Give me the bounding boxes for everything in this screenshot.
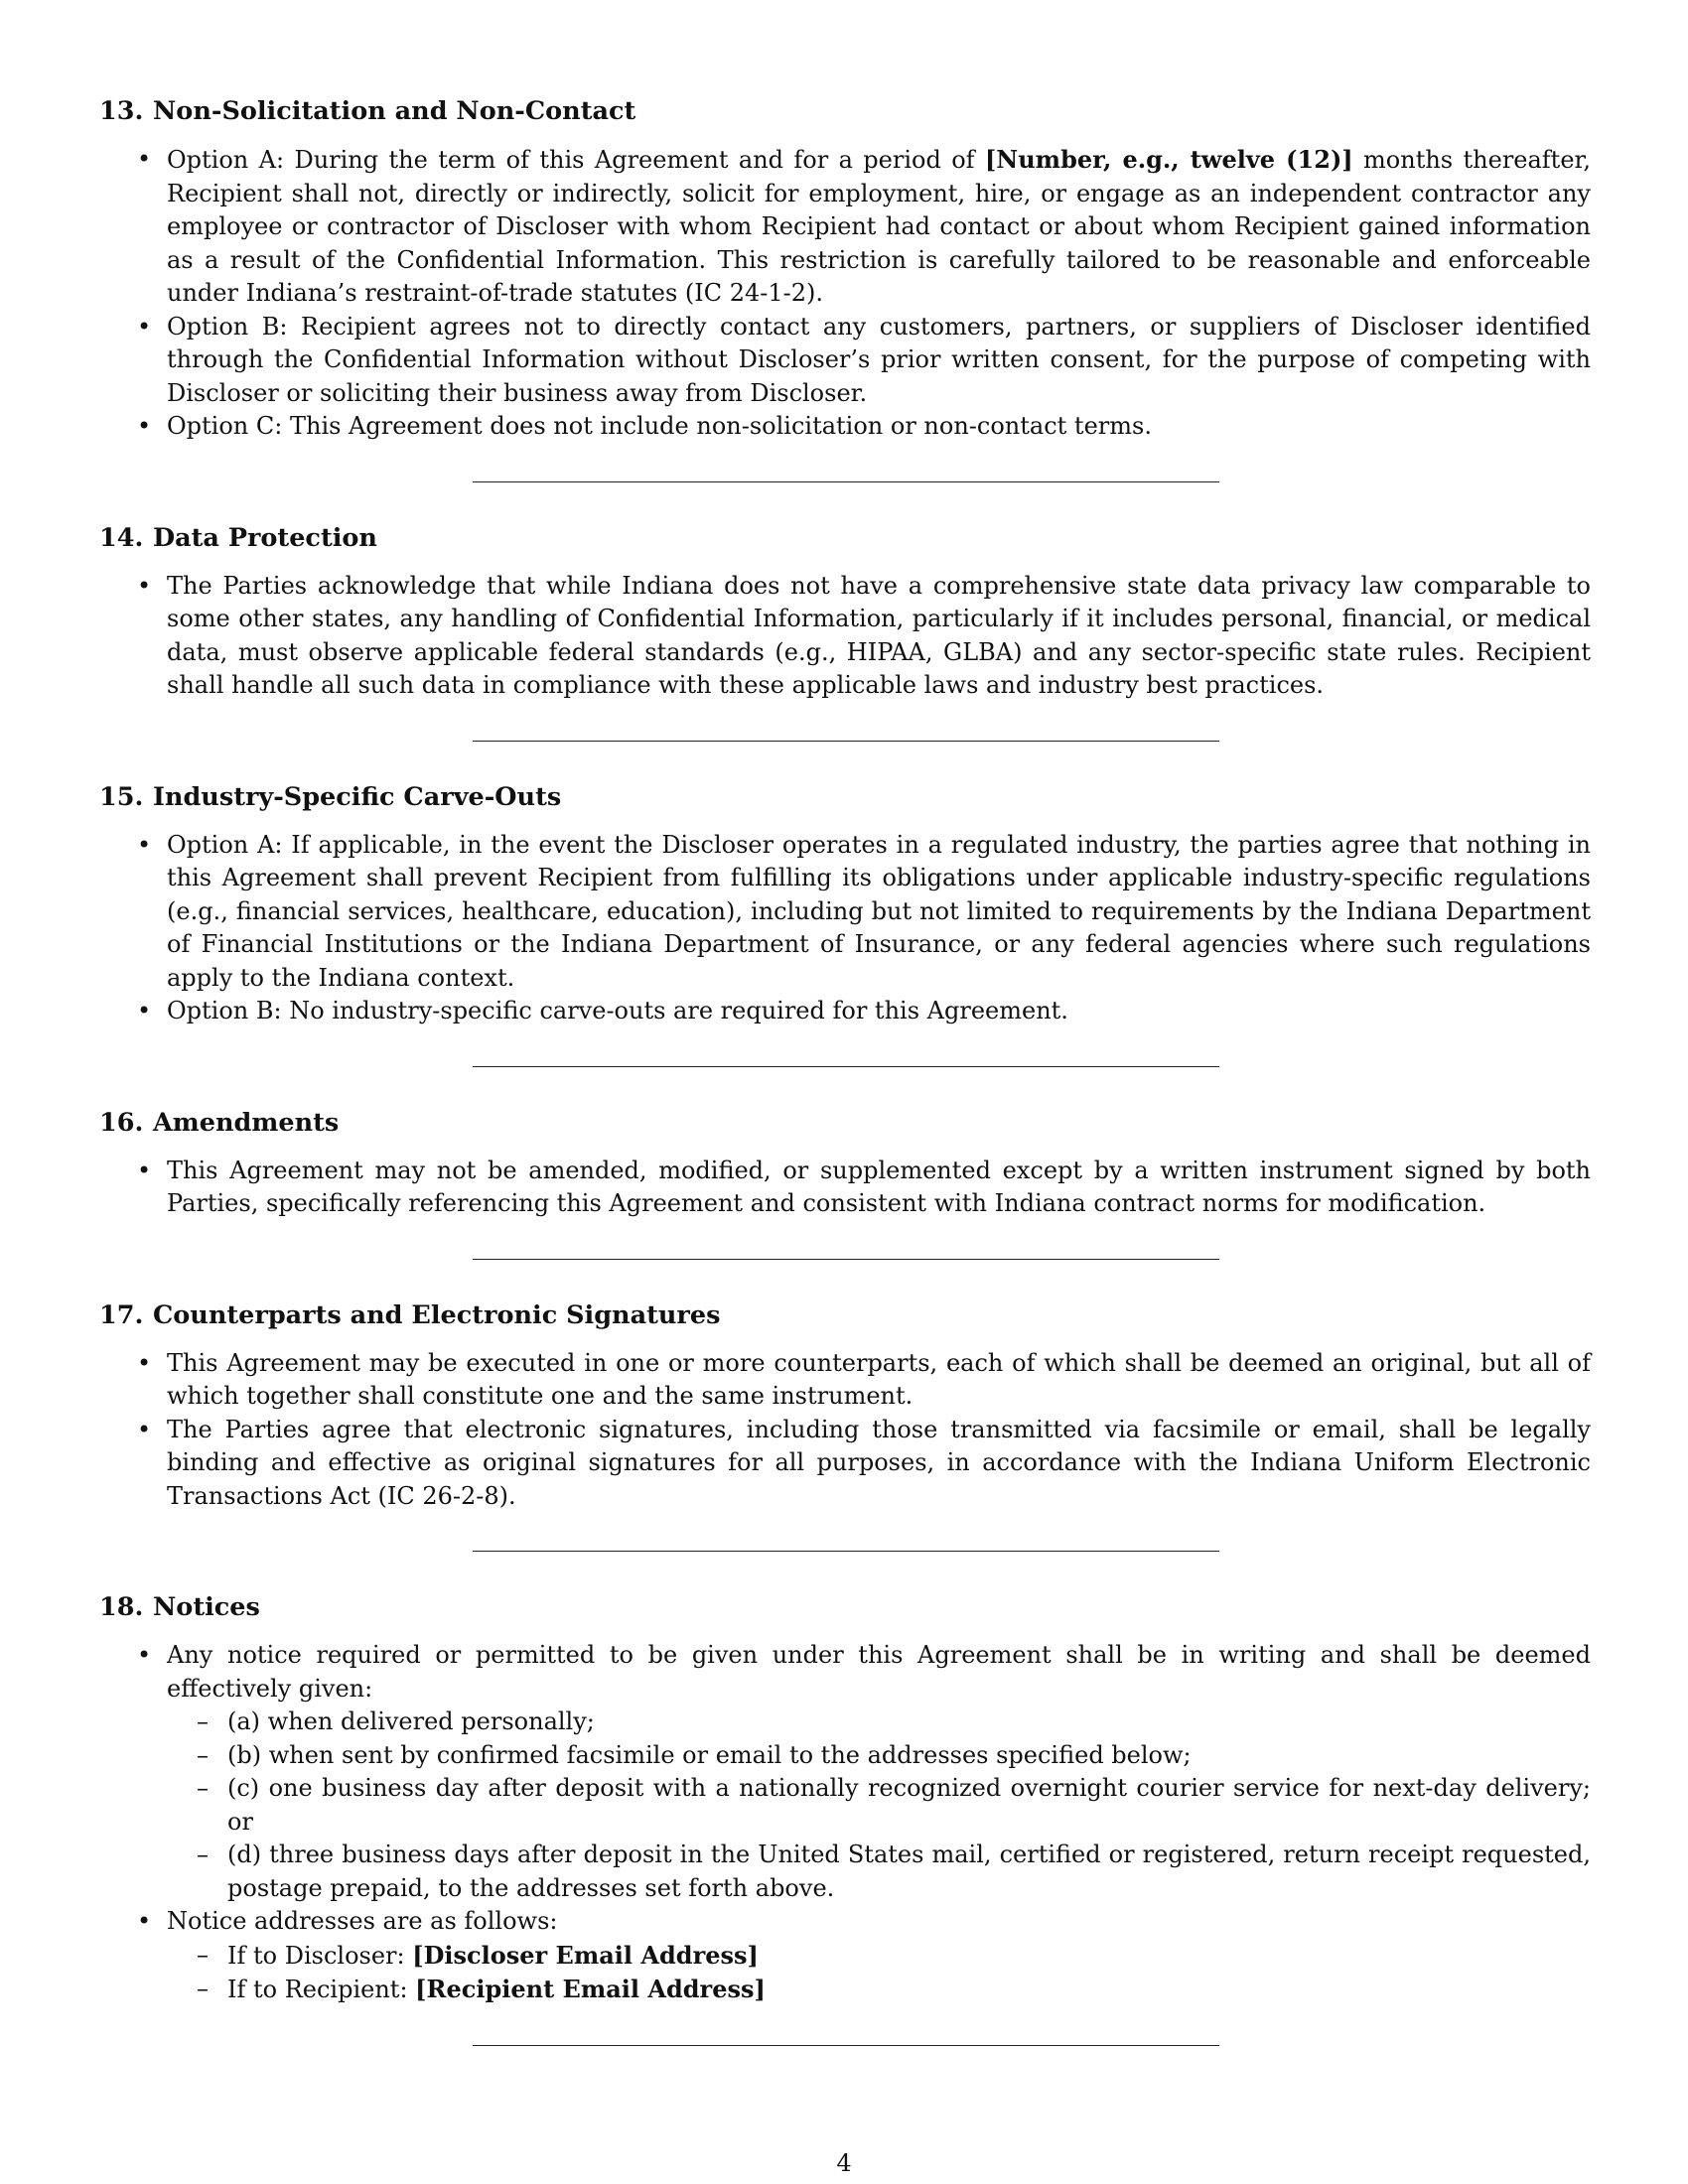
list-item: • Notice addresses are as follows: – If to Discloser: [Discloser Email Address] – If to Recipient: [Recipient Email Address]	[99, 1905, 1591, 2007]
list-item: • Any notice required or permitted to be given under this Agreement shall be in writing and shall be deemed effectively given: – (a) when delivered personally; – (b) when sent by confirmed facsimile or email to the addresses specified below; – (c) one business day after deposit with a nationally recognized overnight courier service for next-day delivery; or – (d) three business days after deposit in the United States mail, certified or registered, return receipt requested, postage prepaid, to the addresses set forth above.	[99, 1639, 1591, 1905]
bullet-list	[99, 143, 1591, 444]
section-14	[99, 522, 1591, 742]
list-item: • The Parties agree that electronic signatures, including those transmitted via facsimile or email, shall be legally binding and effective as original signatures for all purposes, in accordance with the Indiana Uniform Electronic Transactions Act (IC 26-2-8).	[99, 1414, 1591, 1514]
sub-list	[167, 1939, 1591, 2007]
sub-list-item: – (d) three business days after deposit in the United States mail, certified or registered, return receipt requested, postage prepaid, to the addresses set forth above.	[167, 1839, 1591, 1905]
section-15	[99, 781, 1591, 1067]
section-heading: 16. Amendments	[99, 1107, 340, 1138]
placeholder-recipient-email: [Recipient Email Address]	[415, 1975, 766, 2003]
sub-list-item: – (b) when sent by confirmed facsimile or email to the addresses specified below;	[167, 1739, 1591, 1773]
sub-list-item: – If to Recipient: [Recipient Email Address]	[167, 1973, 1591, 2007]
placeholder-discloser-email: [Discloser Email Address]	[412, 1940, 759, 1970]
sub-list-item: – (a) when delivered personally;	[167, 1706, 1591, 1739]
bullet-list	[99, 1347, 1591, 1514]
page-number: 4	[836, 2149, 852, 2177]
section-heading: 13. Non-Solicitation and Non-Contact	[99, 96, 636, 126]
list-item: • Option B: Recipient agrees not to directly contact any customers, partners, or suppliers of Discloser identified through the Confidential Information without Discloser’s prior written consent, for the purpose of competing with Discloser or soliciting their business away from Discloser.	[99, 311, 1591, 411]
section-divider	[473, 2045, 1219, 2046]
sub-list-item: – (c) one business day after deposit with a nationally recognized overnight courier service for next-day delivery; or	[167, 1772, 1591, 1839]
list-item: • Option A: If applicable, in the event the Discloser operates in a regulated industry, the parties agree that nothing in this Agreement shall prevent Recipient from fulfilling its obligations under applicable industry-specific regulations (e.g., financial services, healthcare, education), including but not limited to requirements by the Indiana Department of Financial Institutions or the Indiana Department of Insurance, or any federal agencies where such regulations apply to the Indiana context.	[99, 829, 1591, 996]
section-heading: 17. Counterparts and Electronic Signatures	[99, 1299, 721, 1330]
bullet-list	[99, 570, 1591, 703]
list-item: • This Agreement may be executed in one or more counterparts, each of which shall be deemed an original, but all of which together shall constitute one and the same instrument.	[99, 1347, 1591, 1414]
section-16	[99, 1107, 1591, 1260]
bullet-list	[99, 1155, 1591, 1221]
sub-list-item: – If to Discloser: [Discloser Email Address]	[167, 1939, 1591, 1974]
section-heading: 18. Notices	[99, 1592, 260, 1622]
bullet-list	[99, 829, 1591, 1028]
list-item: • This Agreement may not be amended, modified, or supplemented except by a written instrument signed by both Parties, specifically referencing this Agreement and consistent with Indiana contract norms for modification.	[99, 1155, 1591, 1221]
list-item: • The Parties acknowledge that while Indiana does not have a comprehensive state data privacy law comparable to some other states, any handling of Confidential Information, particularly if it includes personal, financial, or medical data, must observe applicable federal standards (e.g., HIPAA, GLBA) and any sector-specific state rules. Recipient shall handle all such data in compliance with these applicable laws and industry best practices.	[99, 570, 1591, 703]
section-13	[99, 95, 1591, 482]
list-item: • Option B: No industry-specific carve-outs are required for this Agreement.	[99, 995, 1591, 1028]
sub-list	[167, 1706, 1591, 1905]
section-18	[99, 1591, 1591, 2046]
placeholder-number: [Number, e.g., twelve (12)]	[984, 145, 1353, 174]
section-17	[99, 1299, 1591, 1553]
list-item: • Option A: During the term of this Agreement and for a period of [Number, e.g., twelve (12)] months thereafter, Recipient shall not, directly or indirectly, solicit for employment, hire, or engage as an independent contractor any employee or contractor of Discloser with whom Recipient had contact or about whom Recipient gained information as a result of the Confidential Information. This restriction is carefully tailored to be reasonable and enforceable under Indiana’s restraint-of-trade statutes (IC 24-1-2).	[99, 143, 1591, 311]
document-page	[99, 95, 1591, 2046]
section-heading: 14. Data Protection	[99, 522, 377, 553]
list-item: • Option C: This Agreement does not include non-solicitation or non-contact terms.	[99, 410, 1591, 444]
section-heading: 15. Industry-Specific Carve-Outs	[99, 781, 562, 812]
bullet-list	[99, 1639, 1591, 2007]
